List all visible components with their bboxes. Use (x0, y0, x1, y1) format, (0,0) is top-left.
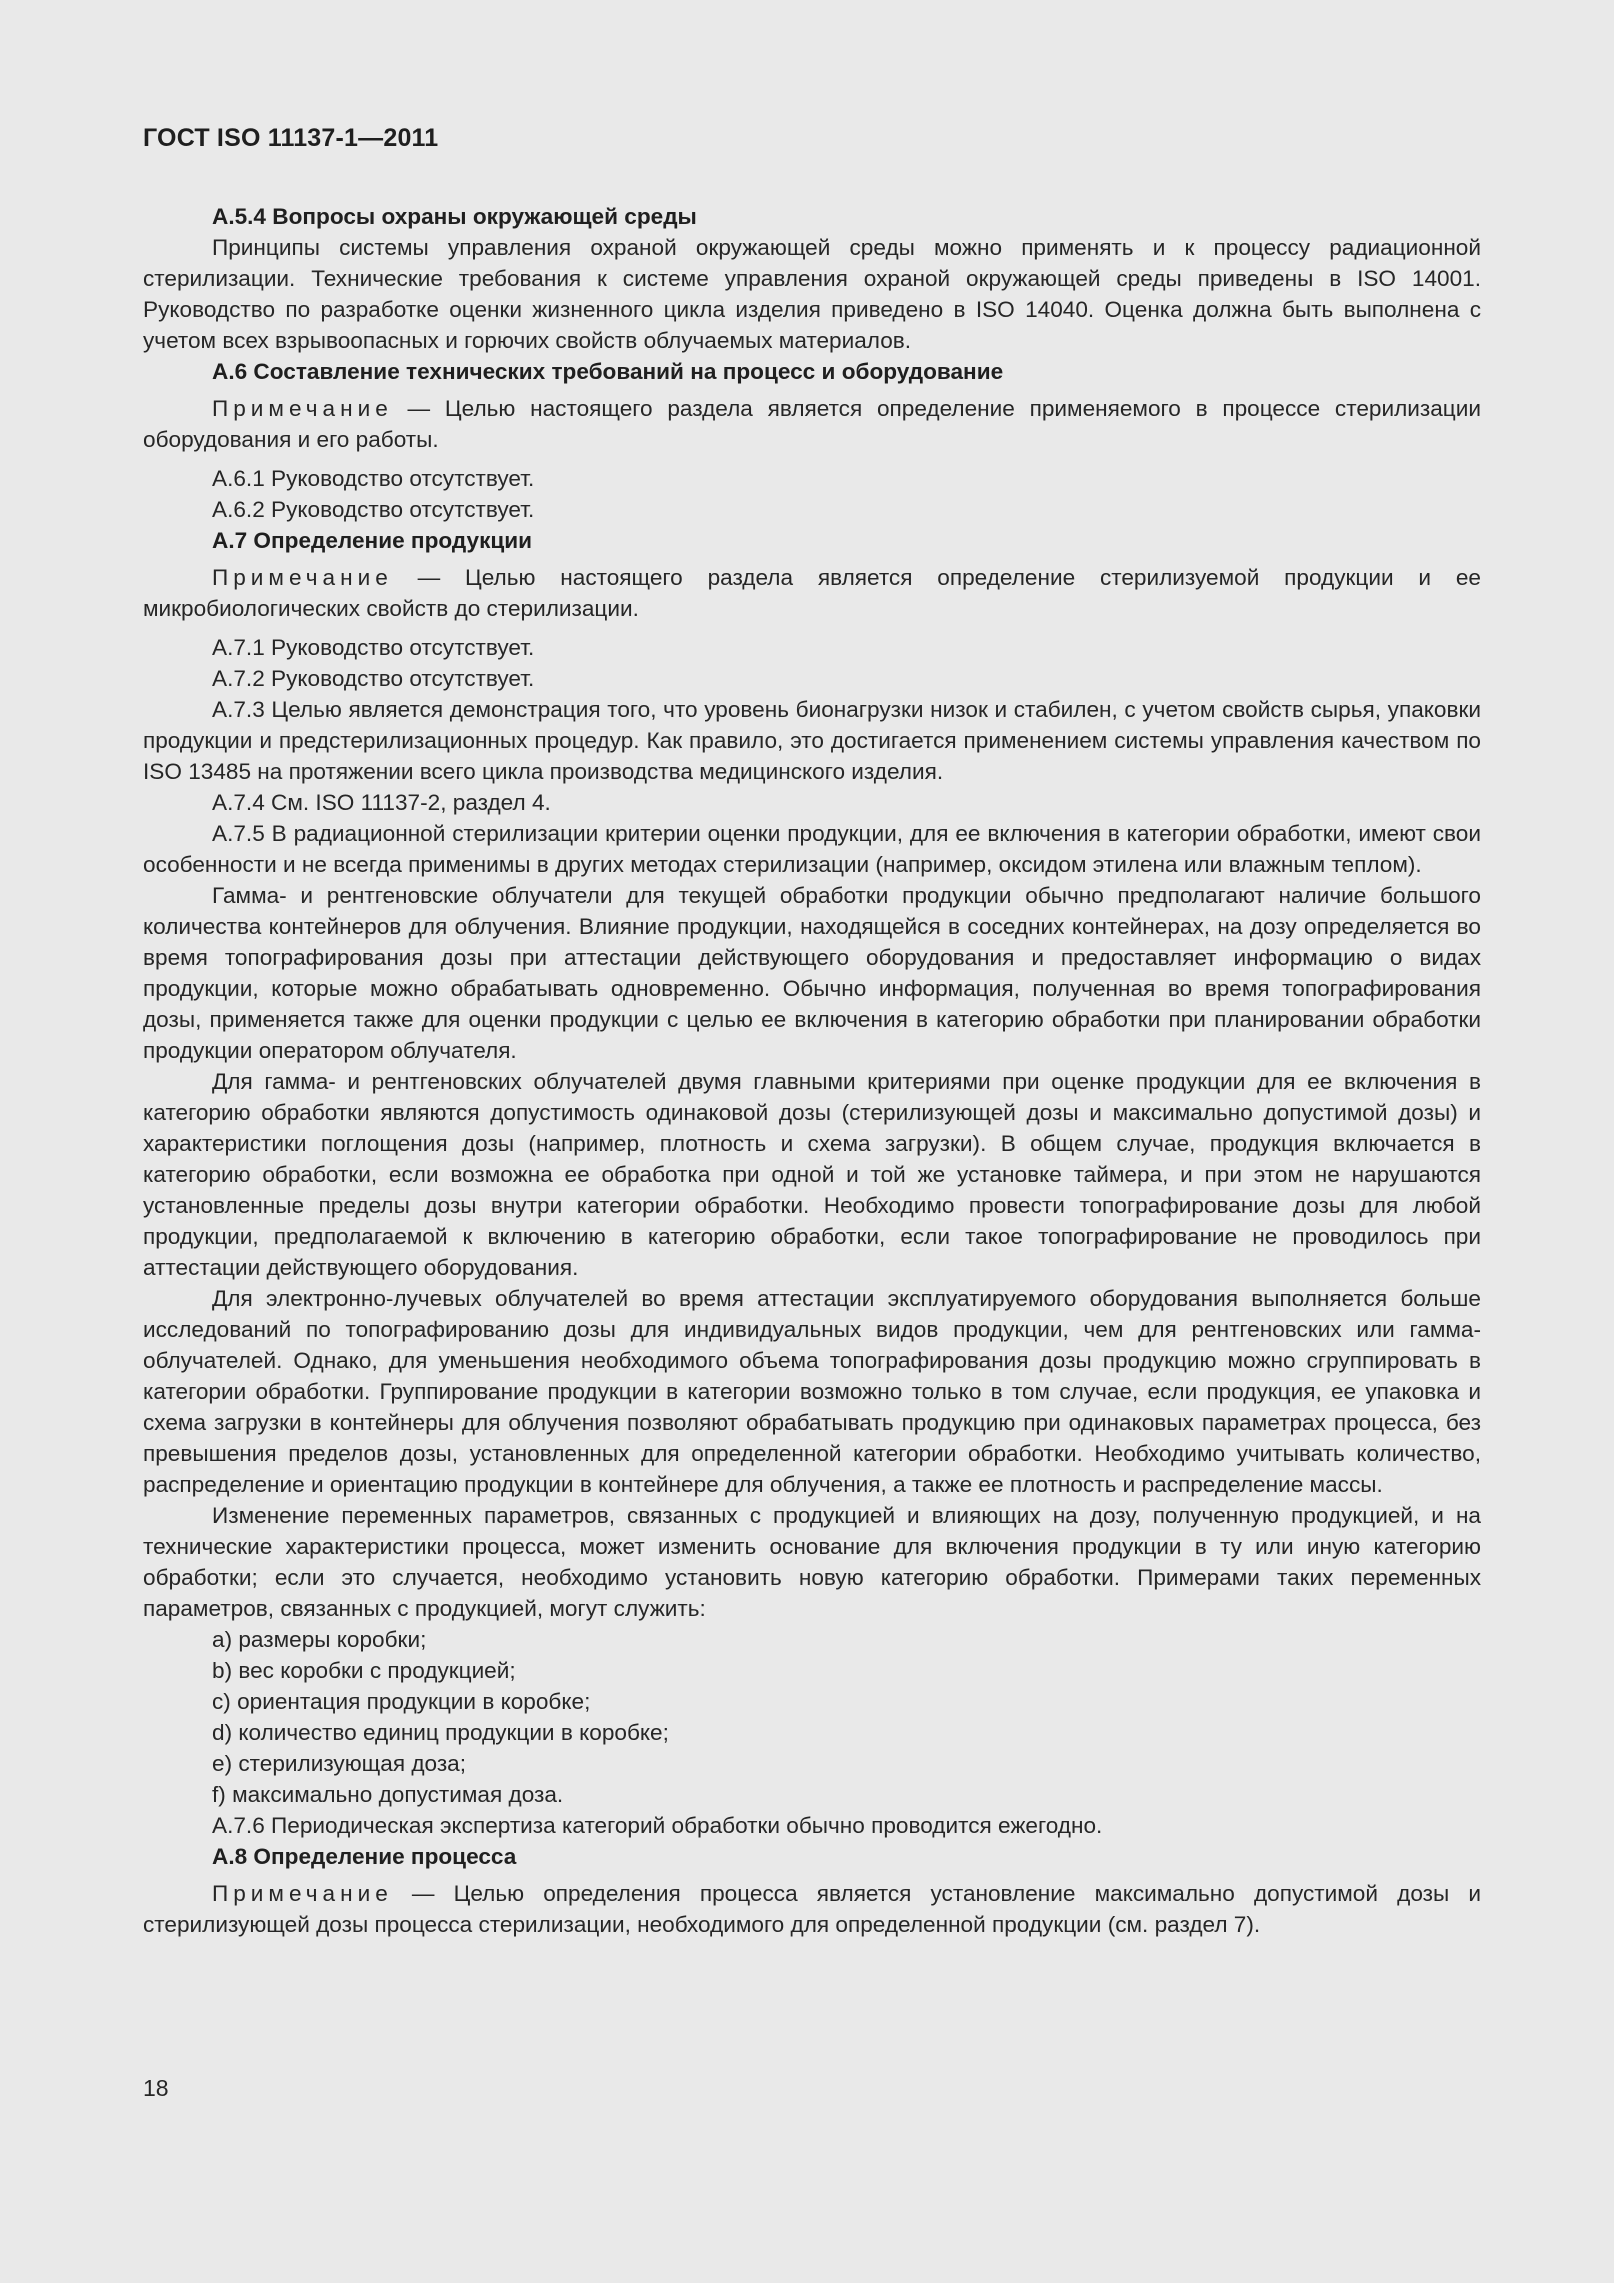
note-label: Примечание (212, 396, 393, 421)
note-text: — Целью настоящего раздела является определение применяемого в процессе стерилизации оборудования и его работы. (143, 396, 1481, 452)
body-paragraph: Изменение переменных параметров, связанных с продукцией и влияющих на дозу, полученную продукцией, и на технические характеристики процесса, может изменить основание для включения продукции в ту или иную категорию обработки; если это случается, необходимо установить новую категорию обработки. Примерами таких переменных параметров, связанных с продукцией, могут служить: (143, 1503, 1481, 1621)
section-heading: А.7 Определение продукции (212, 528, 533, 553)
note-text: — Целью настоящего раздела является определение стерилизуемой продукции и ее микробиологических свойств до стерилизации. (143, 565, 1481, 621)
body-paragraph: А.6.2 Руководство отсутствует. (212, 497, 535, 522)
body-paragraph: А.7.1 Руководство отсутствует. (212, 635, 535, 660)
note-paragraph (143, 1878, 1481, 1940)
note-label: Примечание (212, 565, 393, 590)
body-paragraph: А.7.2 Руководство отсутствует. (212, 666, 535, 691)
note-text: — Целью определения процесса является установление максимально допустимой дозы и стерилизующей дозы процесса стерилизации, необходимого для определенной продукции (см. раздел 7). (143, 1881, 1481, 1937)
body-paragraph: Гамма- и рентгеновские облучатели для текущей обработки продукции обычно предполагают наличие большого количества контейнеров для облучения. Влияние продукции, находящейся в соседних контейнерах, на дозу определяется во время топографирования дозы при аттестации действующего оборудования и предоставляет информацию о видах продукции, которые можно обрабатывать одновременно. Обычно информация, полученная во время топографирования дозы, применяется также для оценки продукции с целью ее включения в категорию обработки при планировании обработки продукции оператором облучателя. (143, 883, 1481, 1063)
section-heading: А.6 Составление технических требований на процесс и оборудование (212, 359, 1004, 384)
note-label: Примечание (212, 1881, 393, 1906)
list-item: b) вес коробки с продукцией; (212, 1658, 516, 1683)
body-paragraph: А.6.1 Руководство отсутствует. (212, 466, 535, 491)
list-item: d) количество единиц продукции в коробке; (212, 1720, 669, 1745)
body-paragraph: Для гамма- и рентгеновских облучателей двумя главными критериями при оценке продукции для ее включения в категорию обработки являются допустимость одинаковой дозы (стерилизующей дозы и максимально допустимой дозы) и характеристики поглощения дозы (например, плотность и схема загрузки). В общем случае, продукция включается в категорию обработки, если возможна ее обработка при одной и той же установке таймера, и при этом не нарушаются установленные пределы дозы внутри категории обработки. Необходимо провести топографирование дозы для любой продукции, предполагаемой к включению в категорию обработки, если такое топографирование не проводилось при аттестации действующего оборудования. (143, 1069, 1481, 1280)
body-paragraph: А.7.5 В радиационной стерилизации критерии оценки продукции, для ее включения в категории обработки, имеют свои особенности и не всегда применимы в других методах стерилизации (например, оксидом этилена или влажным теплом). (143, 821, 1481, 877)
body-paragraph: А.7.3 Целью является демонстрация того, что уровень бионагрузки низок и стабилен, с учетом свойств сырья, упаковки продукции и предстерилизационных процедур. Как правило, это достигается применением системы управления качеством по ISO 13485 на протяжении всего цикла производства медицинского изделия. (143, 697, 1481, 784)
standard-header: ГОСТ ISO 11137-1—2011 (143, 124, 439, 152)
section-heading: А.5.4 Вопросы охраны окружающей среды (212, 204, 697, 229)
list-item: e) стерилизующая доза; (212, 1751, 467, 1776)
note-paragraph (143, 562, 1481, 624)
body-paragraph: А.7.6 Периодическая экспертиза категорий обработки обычно проводится ежегодно. (212, 1813, 1103, 1838)
list-item: f) максимально допустимая доза. (212, 1782, 564, 1807)
list-item: a) размеры коробки; (212, 1627, 427, 1652)
document-body (143, 201, 1481, 1948)
note-paragraph (143, 393, 1481, 455)
body-paragraph: Принципы системы управления охраной окружающей среды можно применять и к процессу радиационной стерилизации. Технические требования к системе управления охраной окружающей среды приведены в ISO 14001. Руководство по разработке оценки жизненного цикла изделия приведено в ISO 14040. Оценка должна быть выполнена с учетом всех взрывоопасных и горючих свойств облучаемых материалов. (143, 235, 1481, 353)
body-paragraph: А.7.4 См. ISO 11137-2, раздел 4. (212, 790, 551, 815)
list-item: c) ориентация продукции в коробке; (212, 1689, 591, 1714)
body-paragraph: Для электронно-лучевых облучателей во время аттестации эксплуатируемого оборудования выполняется больше исследований по топографированию дозы для индивидуальных видов продукции, чем для рентгеновских или гамма-облучателей. Однако, для уменьшения необходимого объема топографирования дозы продукцию можно сгруппировать в категории обработки. Группирование продукции в категории возможно только в том случае, если продукция, ее упаковка и схема загрузки в контейнеры для облучения позволяют обрабатывать продукцию при одинаковых параметрах процесса, без превышения пределов дозы, установленных для определенной категории обработки. Необходимо учитывать количество, распределение и ориентацию продукции в контейнере для облучения, а также ее плотность и распределение массы. (143, 1286, 1481, 1497)
section-heading: А.8 Определение процесса (212, 1844, 517, 1869)
page-number: 18 (143, 2075, 169, 2101)
